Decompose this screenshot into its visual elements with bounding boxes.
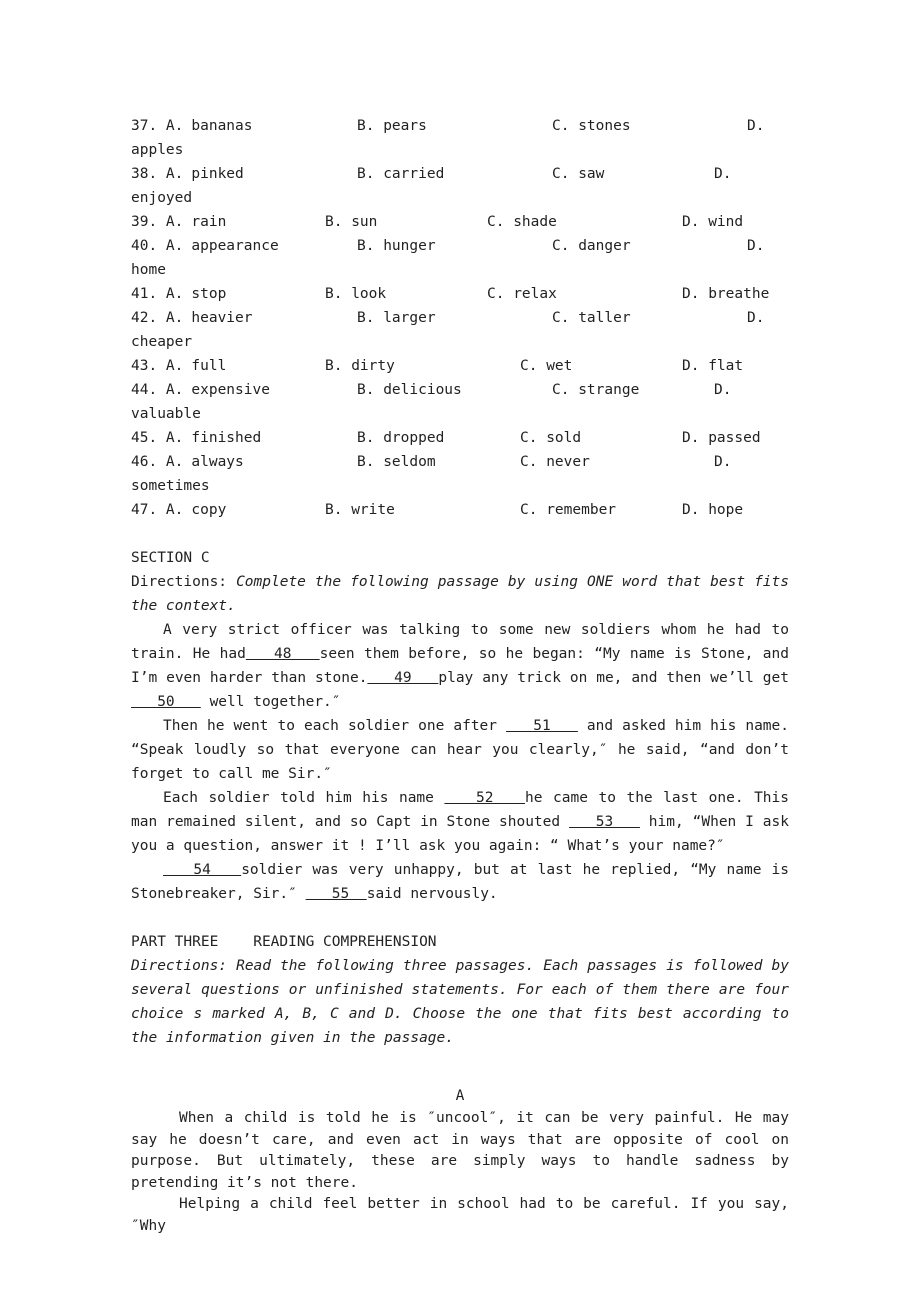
question-option-b[interactable]: B. look — [325, 286, 387, 302]
question-option-d[interactable]: D. — [714, 166, 732, 182]
text-span: soldier was very unhappy, but at last he replied, “My name is Stonebreaker, Sir.″ — [131, 862, 789, 902]
question-option-b[interactable]: B. dropped — [357, 430, 445, 446]
blank-50[interactable]: 50 — [131, 694, 201, 710]
question-option-c[interactable]: C. sold — [520, 430, 582, 446]
directions-text: Complete the following passage by using ONE word that best fits the context. — [131, 574, 789, 614]
question-number: 47. A. — [131, 502, 184, 518]
question-option-d[interactable]: D. flat — [682, 358, 744, 374]
option-text: always — [191, 454, 244, 470]
blank-52[interactable]: 52 — [444, 790, 526, 806]
question-number: 39. A. — [131, 214, 184, 230]
blank-51[interactable]: 51 — [506, 718, 578, 734]
blank-55[interactable]: 55 — [305, 886, 367, 902]
question-option-a[interactable] — [131, 162, 244, 186]
question-option-a[interactable] — [131, 498, 226, 522]
question-option-c[interactable]: C. strange — [552, 382, 640, 398]
question-option-d[interactable]: D. — [714, 454, 732, 470]
question-option-a[interactable] — [131, 234, 279, 258]
wrapped-option-d[interactable]: apples — [131, 142, 184, 158]
option-text: stop — [191, 286, 227, 302]
question-option-b[interactable]: B. hunger — [357, 238, 436, 254]
question-option-a[interactable] — [131, 282, 226, 306]
question-option-a[interactable] — [131, 378, 270, 402]
passage-paragraph-3 — [131, 786, 789, 858]
question-option-c[interactable]: C. taller — [552, 310, 631, 326]
text-span: and asked him his name. “Speak loudly so that everyone can hear you clearly,″ he said, “and don’t forget to call me Sir.″ — [131, 718, 789, 782]
question-row — [131, 426, 789, 450]
question-option-b[interactable]: B. seldom — [357, 454, 436, 470]
option-text: pinked — [191, 166, 244, 182]
question-option-a[interactable] — [131, 210, 226, 234]
question-option-d[interactable]: D. — [714, 382, 732, 398]
question-row — [131, 162, 789, 186]
question-option-c[interactable]: C. relax — [487, 286, 557, 302]
question-number: 42. A. — [131, 310, 184, 326]
question-option-a[interactable] — [131, 306, 253, 330]
option-text: finished — [191, 430, 262, 446]
worksheet-page — [131, 114, 789, 1237]
text-span: him, “When I ask you a question, answer it ! I’ll ask you again: “ What’s your name?″ — [131, 814, 789, 854]
question-row — [131, 354, 789, 378]
question-number: 38. A. — [131, 166, 184, 182]
question-option-b[interactable]: B. larger — [357, 310, 436, 326]
option-text: full — [191, 358, 227, 374]
passage-a-paragraph-1: When a child is told he is ″uncool″, it can be very painful. He may say he doesn’t care, and even act in ways that are opposite of cool on purpose. But ultimately, these are simply ways to handle sadness by pretending it’s not there. — [131, 1110, 789, 1191]
question-number: 40. A. — [131, 238, 184, 254]
question-option-c[interactable]: C. saw — [552, 166, 605, 182]
question-option-d[interactable]: D. — [747, 118, 765, 134]
question-option-d[interactable]: D. hope — [682, 502, 744, 518]
text-span: play any trick on me, and then we’ll get — [438, 670, 789, 686]
question-row — [131, 306, 789, 330]
text-span: he came to the last one. This man remained silent, and so Capt in Stone shouted — [131, 790, 789, 830]
question-number: 45. A. — [131, 430, 184, 446]
question-option-a[interactable] — [131, 450, 244, 474]
question-option-c[interactable]: C. wet — [520, 358, 573, 374]
question-option-d[interactable]: D. passed — [682, 430, 761, 446]
question-number: 44. A. — [131, 382, 184, 398]
wrapped-option-d[interactable]: sometimes — [131, 478, 210, 494]
question-option-c[interactable]: C. shade — [487, 214, 557, 230]
wrapped-option-d[interactable]: enjoyed — [131, 190, 193, 206]
passage-paragraph-2 — [131, 714, 789, 786]
wrapped-option-d[interactable]: valuable — [131, 406, 201, 422]
section-c-directions — [131, 570, 789, 618]
text-span: well together.″ — [200, 694, 341, 710]
question-option-b[interactable]: B. pears — [357, 118, 427, 134]
question-option-d[interactable]: D. — [747, 238, 765, 254]
wrapped-option-d[interactable]: home — [131, 262, 166, 278]
question-option-d[interactable]: D. — [747, 310, 765, 326]
directions-label: Directions: — [131, 574, 237, 590]
question-row — [131, 378, 789, 402]
question-option-c[interactable]: C. never — [520, 454, 590, 470]
part-three-title: PART THREE READING COMPREHENSION — [131, 934, 437, 950]
question-option-c[interactable]: C. stones — [552, 118, 631, 134]
option-text: rain — [191, 214, 227, 230]
blank-49[interactable]: 49 — [367, 670, 439, 686]
question-row — [131, 114, 789, 138]
text-span: seen them before, so he began: “My name is Stone, and I’m even harder than stone. — [131, 646, 789, 686]
blank-53[interactable]: 53 — [569, 814, 640, 830]
text-span: Then he went to each soldier one after — [163, 718, 507, 734]
option-text: copy — [191, 502, 227, 518]
option-text: expensive — [191, 382, 270, 398]
passage-a-label: A — [455, 1088, 465, 1104]
question-row — [131, 498, 789, 522]
question-option-b[interactable]: B. delicious — [357, 382, 462, 398]
question-option-c[interactable]: C. danger — [552, 238, 631, 254]
wrapped-option-d[interactable]: cheaper — [131, 334, 193, 350]
part-three-directions: Directions: Read the following three passages. Each passages is followed by several questions or unfinished statements. For each of them there are four choice s marked A, B, C and D. Choose the one that fits best according to the information given in the passage. — [131, 958, 789, 1046]
option-text: heavier — [191, 310, 253, 326]
cloze-options-list — [131, 114, 789, 522]
question-option-b[interactable]: B. write — [325, 502, 395, 518]
passage-paragraph-4 — [131, 858, 789, 906]
text-span: A very strict officer was talking to some new soldiers whom he had to train. He had — [131, 622, 789, 662]
question-option-a[interactable] — [131, 354, 226, 378]
question-option-d[interactable]: D. breathe — [682, 286, 770, 302]
question-row — [131, 450, 789, 474]
text-span: Each soldier told him his name — [163, 790, 445, 806]
blank-54[interactable]: 54 — [163, 862, 242, 878]
option-text: bananas — [191, 118, 253, 134]
question-option-b[interactable]: B. carried — [357, 166, 445, 182]
option-text: appearance — [191, 238, 279, 254]
section-c-title: SECTION C — [131, 550, 210, 566]
passage-a-paragraph-2: Helping a child feel better in school had to be careful. If you say, ″Why — [131, 1196, 789, 1234]
question-row — [131, 282, 789, 306]
question-number: 37. A. — [131, 118, 184, 134]
question-option-a[interactable] — [131, 114, 253, 138]
question-option-b[interactable]: B. dirty — [325, 358, 395, 374]
text-span: said nervously. — [366, 886, 498, 902]
question-option-c[interactable]: C. remember — [520, 502, 617, 518]
question-option-b[interactable]: B. sun — [325, 214, 378, 230]
question-row — [131, 210, 789, 234]
question-option-a[interactable] — [131, 426, 261, 450]
passage-paragraph-1 — [131, 618, 789, 714]
question-option-d[interactable]: D. wind — [682, 214, 744, 230]
question-number: 46. A. — [131, 454, 184, 470]
blank-48[interactable]: 48 — [245, 646, 320, 662]
question-number: 41. A. — [131, 286, 184, 302]
question-number: 43. A. — [131, 358, 184, 374]
question-row — [131, 234, 789, 258]
